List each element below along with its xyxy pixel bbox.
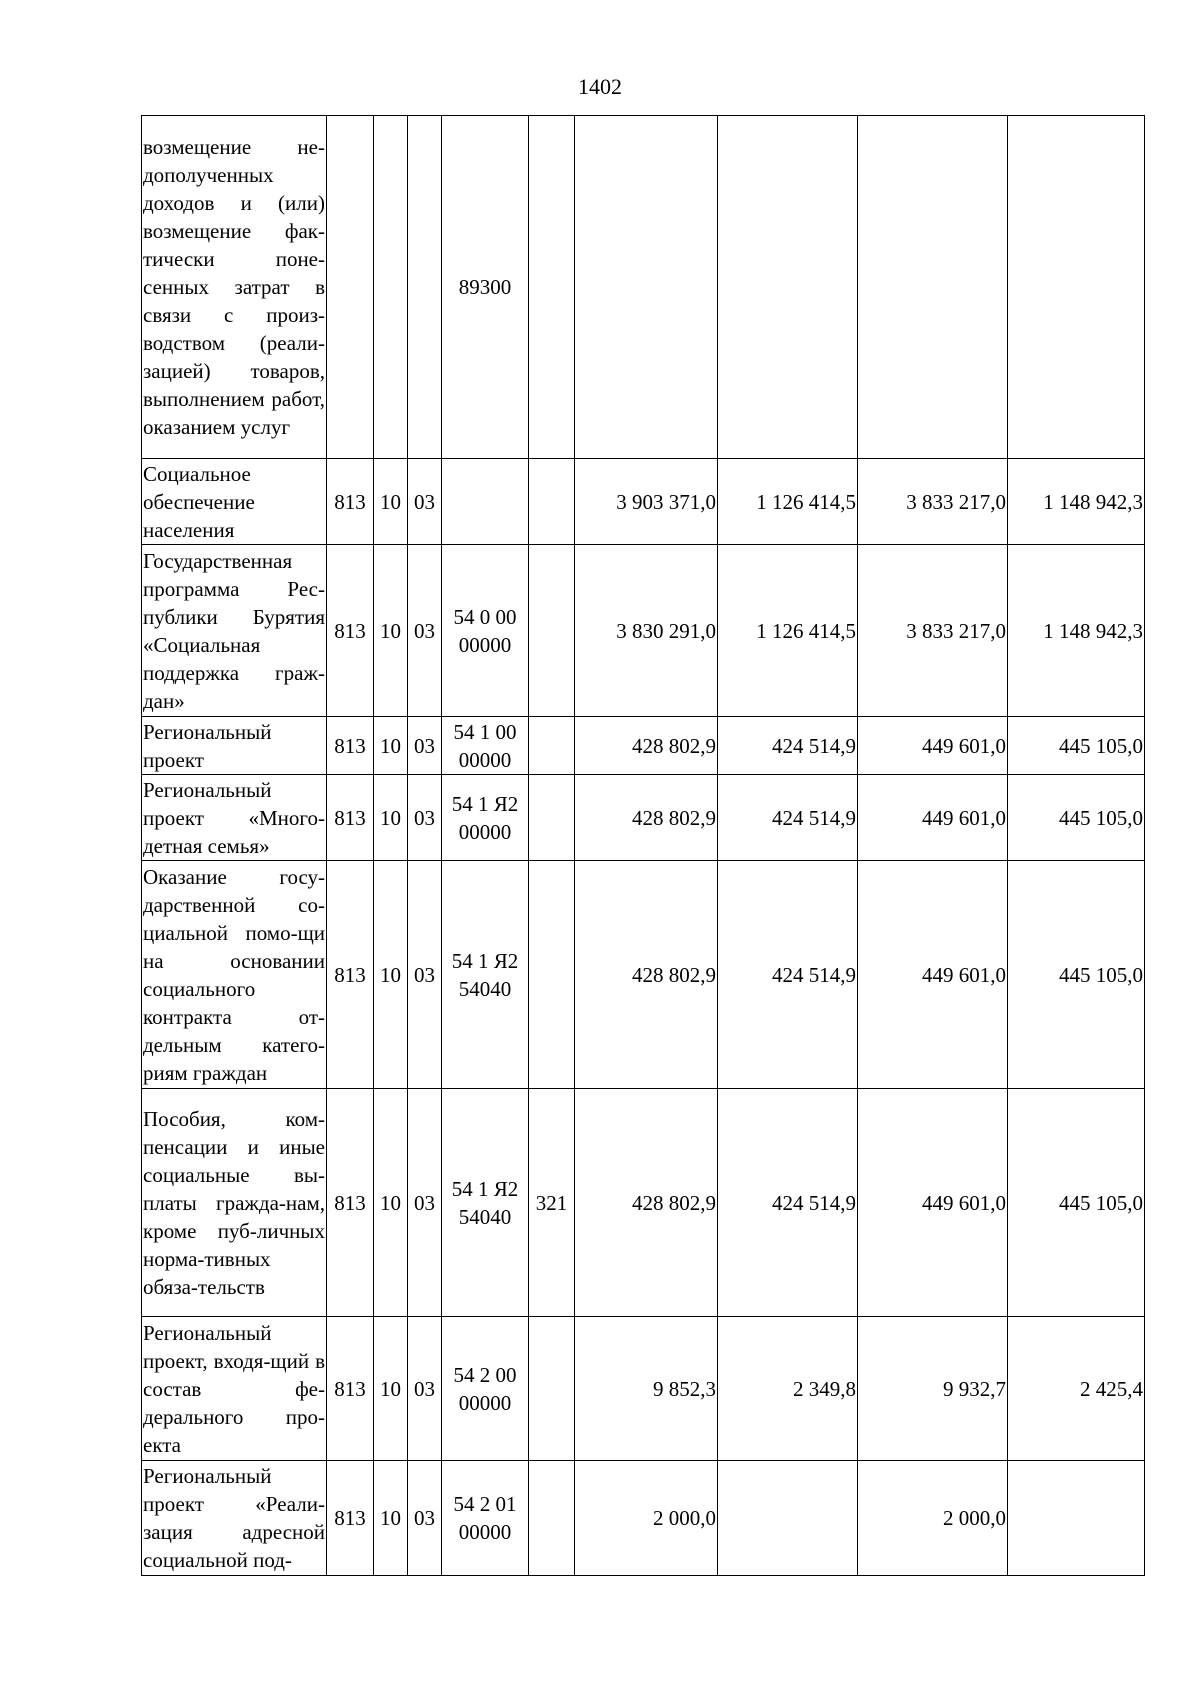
vr-cell xyxy=(529,1317,575,1461)
rz-cell: 10 xyxy=(374,861,408,1089)
value-cell-3: 449 601,0 xyxy=(858,861,1008,1089)
value-cell-1: 428 802,9 xyxy=(575,717,718,775)
value-cell-1: 428 802,9 xyxy=(575,775,718,861)
vr-cell xyxy=(529,861,575,1089)
value-cell-2 xyxy=(718,1461,858,1576)
row-name: Региональный проект «Реали-зация адресной социальной под- xyxy=(142,1461,327,1576)
table-row xyxy=(142,1317,1145,1461)
pr-cell: 03 xyxy=(408,775,442,861)
csr-cell xyxy=(442,459,529,545)
csr-line-2: 00000 xyxy=(458,1390,512,1415)
value-cell-2: 424 514,9 xyxy=(718,861,858,1089)
csr-line-1: 54 1 Я2 xyxy=(451,948,519,973)
rz-cell: 10 xyxy=(374,459,408,545)
value-cell-4: 2 425,4 xyxy=(1008,1317,1145,1461)
vr-cell: 321 xyxy=(529,1089,575,1317)
row-name: Оказание госу-дарственной со-циальной помо-щи на основании социального контракта от-дельным катего-риям граждан xyxy=(142,861,327,1089)
pr-cell: 03 xyxy=(408,861,442,1089)
pr-cell: 03 xyxy=(408,1089,442,1317)
grbs-cell: 813 xyxy=(327,717,374,775)
value-cell-2: 1 126 414,5 xyxy=(718,459,858,545)
value-cell-3: 449 601,0 xyxy=(858,717,1008,775)
value-cell-3: 9 932,7 xyxy=(858,1317,1008,1461)
csr-line-2: 54040 xyxy=(458,976,512,1001)
row-name: Региональный проект xyxy=(142,717,327,775)
csr-line-1: 89300 xyxy=(458,275,512,299)
grbs-cell: 813 xyxy=(327,1461,374,1576)
value-cell-4: 445 105,0 xyxy=(1008,1089,1145,1317)
value-cell-3: 3 833 217,0 xyxy=(858,459,1008,545)
table-row xyxy=(142,545,1145,717)
value-cell-1: 428 802,9 xyxy=(575,861,718,1089)
csr-cell xyxy=(442,861,529,1089)
csr-line-2: 00000 xyxy=(458,632,512,657)
grbs-cell: 813 xyxy=(327,861,374,1089)
vr-cell xyxy=(529,1461,575,1576)
csr-cell xyxy=(442,116,529,459)
csr-cell xyxy=(442,545,529,717)
grbs-cell: 813 xyxy=(327,1089,374,1317)
vr-cell xyxy=(529,775,575,861)
csr-line-1: 54 2 00 xyxy=(453,1362,517,1387)
table-row xyxy=(142,717,1145,775)
value-cell-1: 3 903 371,0 xyxy=(575,459,718,545)
pr-cell: 03 xyxy=(408,459,442,545)
csr-line-2: 00000 xyxy=(458,819,512,844)
table-row xyxy=(142,1089,1145,1317)
grbs-cell: 813 xyxy=(327,545,374,717)
page-number: 1402 xyxy=(578,74,622,99)
rz-cell: 10 xyxy=(374,1317,408,1461)
rz-cell: 10 xyxy=(374,775,408,861)
csr-cell xyxy=(442,717,529,775)
value-cell-2 xyxy=(718,116,858,459)
row-name: Региональный проект, входя-щий в состав фе-дерального про-екта xyxy=(142,1317,327,1461)
vr-cell xyxy=(529,545,575,717)
value-cell-4: 445 105,0 xyxy=(1008,717,1145,775)
csr-line-2: 00000 xyxy=(458,747,512,772)
value-cell-3: 449 601,0 xyxy=(858,1089,1008,1317)
grbs-cell: 813 xyxy=(327,459,374,545)
row-name: Социальное обеспечение населения xyxy=(142,459,327,545)
value-cell-3: 3 833 217,0 xyxy=(858,545,1008,717)
row-name: Региональный проект «Много-детная семья» xyxy=(142,775,327,861)
table-row xyxy=(142,459,1145,545)
table-row xyxy=(142,1461,1145,1576)
value-cell-3 xyxy=(858,116,1008,459)
csr-line-1: 54 1 00 xyxy=(453,719,517,744)
csr-line-1: 54 1 Я2 xyxy=(451,791,519,816)
value-cell-2: 1 126 414,5 xyxy=(718,545,858,717)
grbs-cell: 813 xyxy=(327,775,374,861)
csr-line-1: 54 1 Я2 xyxy=(451,1176,519,1201)
vr-cell xyxy=(529,459,575,545)
pr-cell: 03 xyxy=(408,1317,442,1461)
value-cell-4: 1 148 942,3 xyxy=(1008,545,1145,717)
value-cell-1: 9 852,3 xyxy=(575,1317,718,1461)
rz-cell: 10 xyxy=(374,1461,408,1576)
pr-cell xyxy=(408,116,442,459)
value-cell-1 xyxy=(575,116,718,459)
value-cell-2: 2 349,8 xyxy=(718,1317,858,1461)
vr-cell xyxy=(529,717,575,775)
value-cell-1: 428 802,9 xyxy=(575,1089,718,1317)
value-cell-2: 424 514,9 xyxy=(718,717,858,775)
csr-cell xyxy=(442,1089,529,1317)
rz-cell: 10 xyxy=(374,717,408,775)
pr-cell: 03 xyxy=(408,717,442,775)
csr-cell xyxy=(442,775,529,861)
budget-table xyxy=(141,115,1145,1576)
value-cell-1: 3 830 291,0 xyxy=(575,545,718,717)
csr-line-1: 54 0 00 xyxy=(453,604,517,629)
rz-cell: 10 xyxy=(374,545,408,717)
csr-line-1: 54 2 01 xyxy=(453,1492,517,1516)
pr-cell: 03 xyxy=(408,1461,442,1576)
value-cell-3: 2 000,0 xyxy=(858,1461,1008,1576)
row-name: возмещение не-дополученных доходов и (или) возмещение фак-тически поне-сенных затрат в связи с произ-водством (реали-зацией) товаров, выполнением работ, оказанием услуг xyxy=(142,116,327,459)
value-cell-4: 445 105,0 xyxy=(1008,861,1145,1089)
vr-cell xyxy=(529,116,575,459)
table-row xyxy=(142,861,1145,1089)
rz-cell xyxy=(374,116,408,459)
value-cell-2: 424 514,9 xyxy=(718,775,858,861)
csr-line-2: 54040 xyxy=(458,1204,512,1229)
value-cell-4: 445 105,0 xyxy=(1008,775,1145,861)
csr-cell xyxy=(442,1461,529,1576)
value-cell-1: 2 000,0 xyxy=(575,1461,718,1576)
rz-cell: 10 xyxy=(374,1089,408,1317)
pr-cell: 03 xyxy=(408,545,442,717)
value-cell-4 xyxy=(1008,1461,1145,1576)
grbs-cell xyxy=(327,116,374,459)
grbs-cell: 813 xyxy=(327,1317,374,1461)
value-cell-3: 449 601,0 xyxy=(858,775,1008,861)
value-cell-4 xyxy=(1008,116,1145,459)
table-row xyxy=(142,775,1145,861)
value-cell-4: 1 148 942,3 xyxy=(1008,459,1145,545)
csr-cell xyxy=(442,1317,529,1461)
table-row xyxy=(142,116,1145,459)
row-name: Государственная программа Рес-публики Бурятия «Социальная поддержка граж-дан» xyxy=(142,545,327,717)
value-cell-2: 424 514,9 xyxy=(718,1089,858,1317)
csr-line-2: 00000 xyxy=(458,1520,512,1544)
row-name: Пособия, ком-пенсации и иные социальные вы-платы гражда-нам, кроме пуб-личных норма-тивных обяза-тельств xyxy=(142,1089,327,1317)
